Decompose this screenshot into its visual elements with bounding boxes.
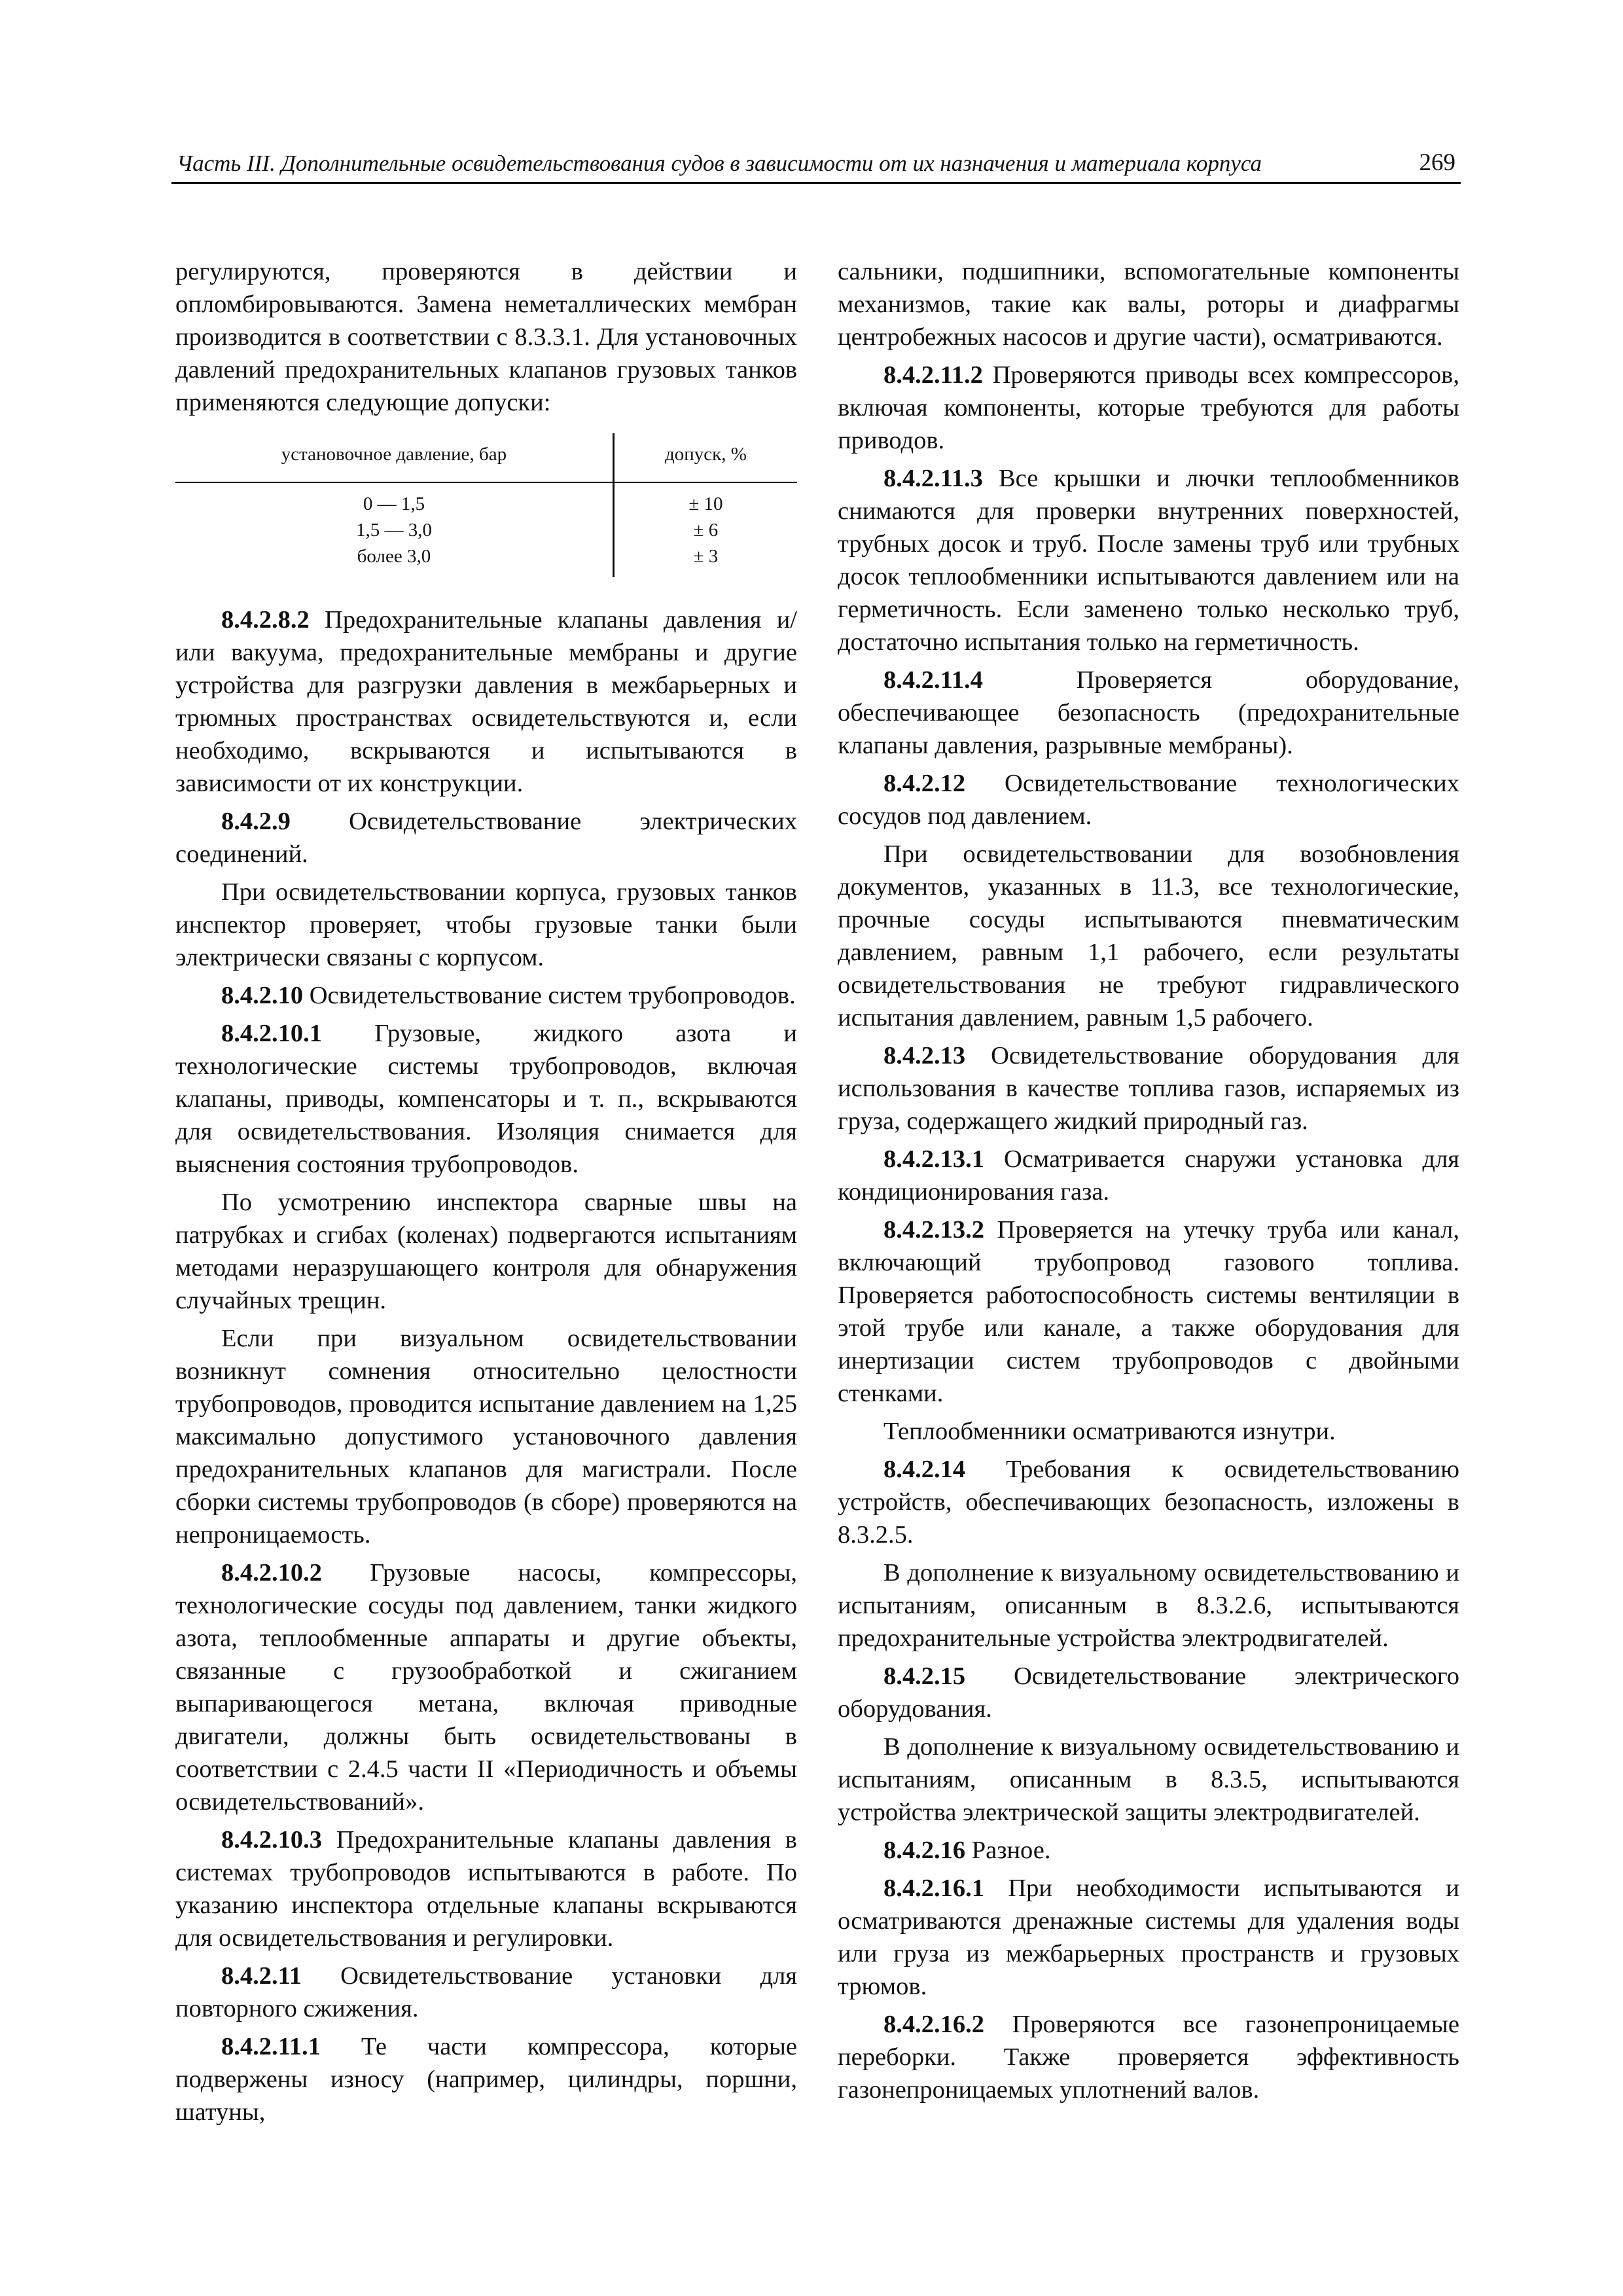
paragraph: регулируются, проверяются в действии и опломбировываются. Замена неметаллических мембран производится в соответствии с 8.3.3.1. Для установочных давлений предохранительных клапанов грузовых танков применяются следующие допуски: <box>175 258 797 416</box>
paragraph <box>838 1834 1459 1867</box>
table-header-pressure: установочное давление, бар <box>281 444 507 465</box>
paragraph <box>175 1960 797 2025</box>
page-number: 269 <box>1419 149 1455 176</box>
paragraph: При освидетельствовании корпуса, грузовых танков инспектор проверяет, чтобы грузовые танки были электрически связаны с корпусом. <box>175 878 797 971</box>
tolerance-table <box>175 433 797 577</box>
paragraph: Теплообменники осматриваются изнутри. <box>883 1418 1336 1445</box>
clause-text: Разное. <box>965 1837 1051 1864</box>
table-cell: более 3,0 <box>357 546 431 567</box>
clause-text: Проверяются все газонепроницаемые переборки. Также проверяется эффективность газонепроницаемых уплотнений валов. <box>838 2011 1459 2104</box>
clause-number: 8.4.2.12 <box>883 770 966 797</box>
clause-text: Проверяется на утечку труба или канал, включающий трубопровод газового топлива. Проверяется работоспособность системы вентиляции в этой трубе или канале, а также оборудования для инертизации систем трубопроводов с двойными стенками. <box>838 1216 1459 1407</box>
clause-text: Освидетельствование электрических соединений. <box>175 808 797 868</box>
clause-text: Проверяются приводы всех компрессоров, включая компоненты, которые требуются для работы приводов. <box>838 361 1459 454</box>
clause-number: 8.4.2.10.2 <box>221 1559 322 1587</box>
right-column <box>838 255 1459 2106</box>
paragraph: В дополнение к визуальному освидетельствованию и испытаниям, описанным в 8.3.2.6, испытываются предохранительные устройства электродвигателей. <box>838 1559 1459 1652</box>
paragraph <box>838 1660 1459 1725</box>
paragraph: По усмотрению инспектора сварные швы на патрубках и сгибах (коленах) подвергаются испытаниям методами неразрушающего контроля для обнаружения случайных трещин. <box>175 1189 797 1314</box>
running-header <box>171 145 1461 184</box>
clause-number: 8.4.2.9 <box>221 808 291 835</box>
clause-text: Предохранительные клапаны давления в системах трубопроводов испытываются в работе. По указанию инспектора отдельные клапаны вскрываются для освидетельствования и регулировки. <box>175 1826 797 1952</box>
clause-text: Требования к освидетельствованию устройств, обеспечивающих безопасность, изложены в 8.3.2.5. <box>838 1456 1459 1549</box>
clause-number: 8.4.2.16.1 <box>883 1874 984 1902</box>
paragraph <box>838 2008 1459 2106</box>
header-title: Часть III. Дополнительные освидетельствования судов в зависимости от их назначения и материала корпуса <box>177 151 1262 176</box>
clause-text: Осматривается снаружи установка для кондиционирования газа. <box>838 1145 1459 1206</box>
paragraph <box>175 2030 797 2128</box>
paragraph <box>175 1556 797 1818</box>
table-cell: ± 3 <box>693 546 719 567</box>
paragraph <box>838 664 1459 762</box>
clause-number: 8.4.2.13.1 <box>883 1145 984 1173</box>
clause-number: 8.4.2.11 <box>221 1962 302 1990</box>
paragraph <box>838 1039 1459 1138</box>
clause-text: Все крышки и лючки теплообменников снимаются для проверки внутренних поверхностей, трубных досок и труб. После замены труб или трубных досок теплообменники испытываются давлением или на герметичность. Если заменено только несколько труб, достаточно испытания только на герметичность. <box>838 465 1459 656</box>
clause-text: Освидетельствование оборудования для использования в качестве топлива газов, испаряемых из груза, содержащего жидкий природный газ. <box>838 1042 1459 1135</box>
clause-text: Грузовые, жидкого азота и технологические системы трубопроводов, включая клапаны, приводы, компенсаторы и т. п., вскрываются для освидетельствования. Изоляция снимается для выяснения состояния трубопроводов. <box>175 1020 797 1178</box>
clause-number: 8.4.2.13.2 <box>883 1216 984 1244</box>
table-cell: 0 — 1,5 <box>363 493 425 514</box>
clause-text: Освидетельствование систем трубопроводов. <box>303 982 796 1009</box>
paragraph <box>175 805 797 870</box>
table-cell: ± 10 <box>688 493 723 514</box>
clause-text: Те части компрессора, которые подвержены износу (например, цилиндры, поршни, шатуны, <box>175 2033 797 2126</box>
paragraph: При освидетельствовании для возобновления документов, указанных в 11.3, все технологические, прочные сосуды испытываются пневматическим давлением, равным 1,1 рабочего, если результаты освидетельствования не требуют гидравлического испытания давлением, равным 1,5 рабочего. <box>838 840 1459 1031</box>
clause-text: Освидетельствование технологических сосудов под давлением. <box>838 770 1459 830</box>
paragraph <box>838 462 1459 658</box>
clause-number: 8.4.2.10.1 <box>221 1020 322 1047</box>
clause-number: 8.4.2.11.2 <box>883 361 983 389</box>
clause-number: 8.4.2.8.2 <box>221 606 310 634</box>
clause-number: 8.4.2.16 <box>883 1837 966 1864</box>
table-cell: ± 6 <box>693 520 719 541</box>
table-header-row <box>175 433 797 483</box>
clause-text: Грузовые насосы, компрессоры, технологические сосуды под давлением, танки жидкого азота, теплообменные аппараты и другие объекты, связанные с грузообработкой и сжиганием выпаривающегося метана, включая приводные двигатели, должны быть освидетельствованы в соответствии с 2.4.5 части II «Периодичность и объемы освидетельствований». <box>175 1559 797 1816</box>
paragraph <box>838 767 1459 833</box>
table-header-tolerance: допуск, % <box>613 433 797 482</box>
clause-text: Освидетельствование электрического оборудования. <box>838 1662 1459 1723</box>
paragraph <box>838 1143 1459 1208</box>
clause-text: Проверяется оборудование, обеспечивающее безопасность (предохранительные клапаны давления, разрывные мембраны). <box>838 666 1459 759</box>
paragraph <box>175 1017 797 1181</box>
clause-number: 8.4.2.14 <box>883 1456 966 1483</box>
clause-number: 8.4.2.11.3 <box>883 465 983 492</box>
paragraph <box>838 359 1459 457</box>
paragraph: Если при визуальном освидетельствовании возникнут сомнения относительно целостности трубопроводов, проводится испытание давлением на 1,25 максимально допустимого установочного давления предохранительных клапанов для магистрали. После сборки системы трубопроводов (в сборе) проверяются на непроницаемость. <box>175 1325 797 1549</box>
clause-number: 8.4.2.11.1 <box>221 2033 321 2060</box>
paragraph <box>838 1872 1459 2003</box>
paragraph: сальники, подшипники, вспомогательные компоненты механизмов, такие как валы, роторы и диафрагмы центробежных насосов и другие части), осматриваются. <box>838 258 1459 351</box>
clause-number: 8.4.2.10 <box>221 982 304 1009</box>
table-cell: 1,5 — 3,0 <box>355 520 432 541</box>
paragraph <box>175 603 797 800</box>
clause-number: 8.4.2.16.2 <box>883 2011 984 2038</box>
clause-number: 8.4.2.15 <box>883 1662 966 1690</box>
paragraph <box>175 1823 797 1954</box>
paragraph <box>838 1453 1459 1551</box>
paragraph <box>175 979 797 1012</box>
clause-text: Предохранительные клапаны давления и/или вакуума, предохранительные мембраны и другие устройства для разгрузки давления в межбарьерных и трюмных пространствах освидетельствуются и, если необходимо, вскрываются и испытываются в зависимости от их конструкции. <box>175 606 797 797</box>
left-column <box>175 255 797 2128</box>
clause-number: 8.4.2.10.3 <box>221 1826 322 1854</box>
clause-number: 8.4.2.13 <box>883 1042 966 1069</box>
clause-text: Освидетельствование установки для повторного сжижения. <box>175 1962 797 2022</box>
paragraph: В дополнение к визуальному освидетельствованию и испытаниям, описанным в 8.3.5, испытываются устройства электрической защиты электродвигателей. <box>838 1733 1459 1826</box>
table-body <box>175 483 797 577</box>
clause-text: При необходимости испытываются и осматриваются дренажные системы для удаления воды или груза из межбарьерных пространств и грузовых трюмов. <box>838 1874 1459 2000</box>
table-column-tolerance <box>613 483 797 577</box>
clause-number: 8.4.2.11.4 <box>883 666 983 694</box>
paragraph <box>838 1213 1459 1410</box>
table-column-pressure <box>175 483 613 577</box>
